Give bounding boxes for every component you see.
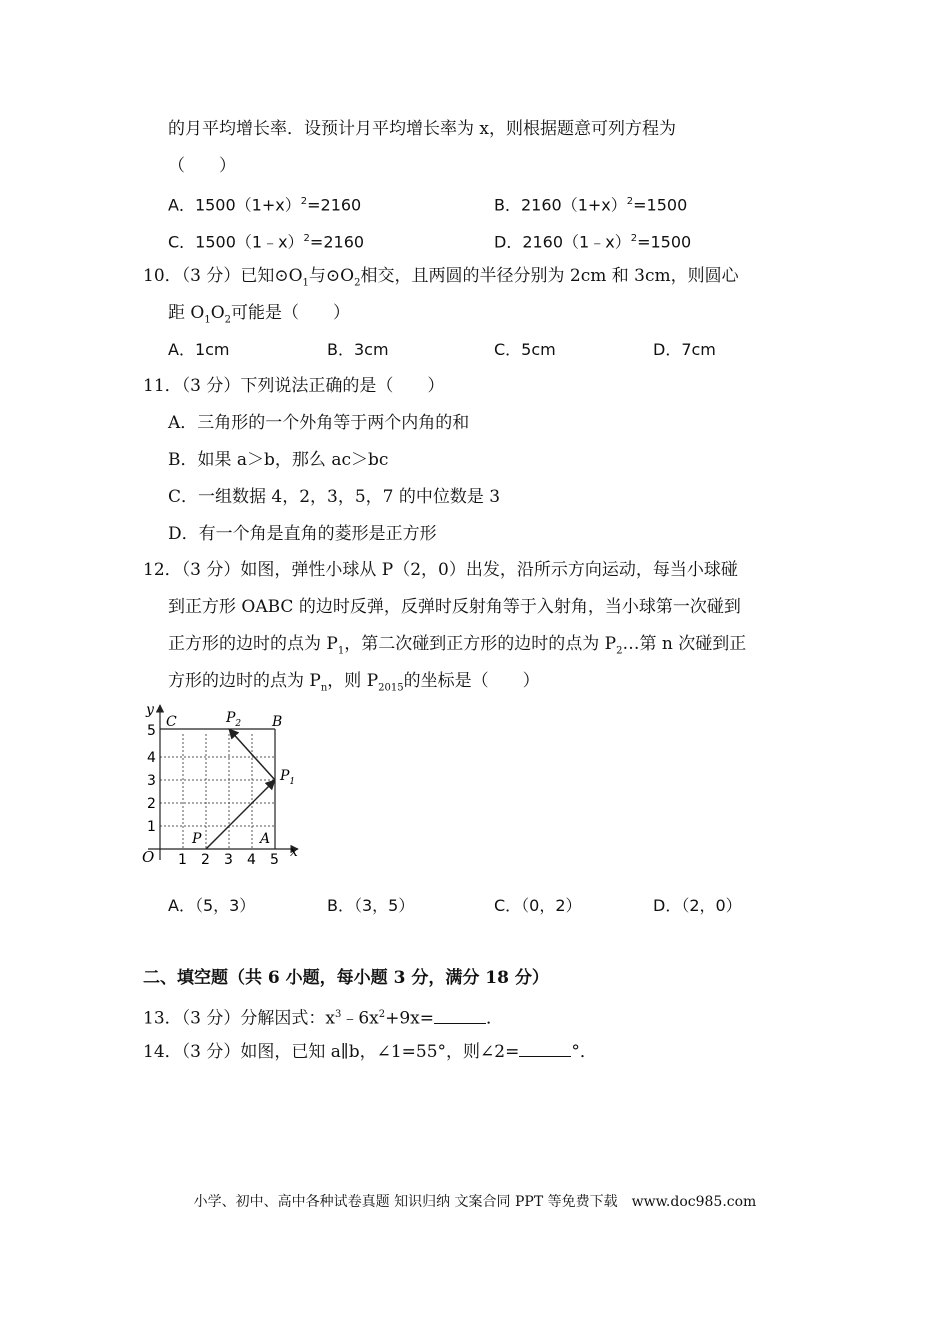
q12-option-d: D．（2，0） [653, 896, 742, 915]
origin-label: O [142, 848, 155, 865]
q9-option-c: C．1500（1﹣x）$^2$=2160 [168, 232, 365, 252]
x-tick-3: 3 [224, 852, 233, 865]
q11-option-b: B．如果 a＞b，那么 ac＞bc [168, 450, 389, 470]
point-p-label: P [192, 831, 202, 847]
point-c-label: C [166, 714, 177, 730]
q11-option-a: A．三角形的一个外角等于两个内角的和 [168, 413, 470, 433]
q14-stem: 14．（3 分）如图，已知 a∥b，∠1=55°，则∠2= °． [143, 1042, 597, 1062]
q10-option-a: A．1cm [168, 340, 230, 359]
q12-stem-line4: 方形的边时的点为 $P_n$，则 $P_{2015}$的坐标是（ ） [168, 671, 540, 694]
y-tick-2: 2 [147, 796, 156, 812]
q10-stem-line1: 10．（3 分）已知$⊙O_1$与$⊙O_2$相交，且两圆的半径分别为 2cm 和 3cm，则圆心 [143, 266, 739, 289]
q9-stem-line: 的月平均增长率．设预计月平均增长率为 x，则根据题意可列方程为 [168, 119, 676, 139]
q11-stem: 11．（3 分）下列说法正确的是（ ） [143, 376, 445, 396]
point-p1-label: $P_1$ [280, 768, 296, 787]
point-b-label: B [272, 714, 283, 730]
x-axis-label: x [290, 844, 298, 860]
y-tick-3: 3 [147, 773, 156, 789]
x-tick-1: 1 [178, 852, 187, 865]
q12-option-a: A．（5，3） [168, 896, 256, 915]
q10-option-c: C．5cm [494, 340, 556, 359]
q9-option-b: B．$2160(1+x)^2=1500$ [494, 195, 688, 215]
section-heading: 二、填空题（共 6 小题，每小题 3 分，满分 18 分） [143, 968, 549, 988]
x-tick-5: 5 [270, 852, 279, 865]
x-tick-2: 2 [201, 852, 210, 865]
point-a-label: A [260, 831, 271, 847]
y-tick-5: 5 [147, 723, 156, 739]
q13-stem: 13．（3 分）分解因式：$x^3﹣6x^2+9x=$ ． [143, 1008, 504, 1029]
q12-option-b: B．（3，5） [327, 896, 415, 915]
q12-stem-line2: 到正方形 OABC 的边时反弹，反弹时反射角等于入射角，当小球第一次碰到 [168, 597, 741, 617]
q10-stem-line2: 距 $O_1O_2$可能是（ ） [168, 303, 351, 326]
q9-option-a: A．$1500(1+x)^2=2160$ [168, 195, 362, 215]
q12-figure [140, 700, 310, 865]
path-p1-to-p2 [229, 729, 275, 780]
answer-blank[interactable] [434, 1007, 486, 1024]
point-p2-label: $P_2$ [226, 710, 242, 729]
q12-stem-line1: 12．（3 分）如图，弹性小球从 P（2，0）出发，沿所示方向运动，每当小球碰 [143, 560, 738, 580]
q9-option-d: D．2160（1﹣x）$^2$=1500 [494, 232, 692, 252]
q10-option-d: D．7cm [653, 340, 716, 359]
answer-blank[interactable] [519, 1040, 571, 1057]
grid [160, 734, 275, 849]
q11-option-d: D．有一个角是直角的菱形是正方形 [168, 524, 437, 544]
page-footer: 小学、初中、高中各种试卷真题 知识归纳 文案合同 PPT 等免费下载 www.doc985.com [193, 1194, 757, 1210]
y-tick-4: 4 [147, 750, 156, 766]
q12-stem-line3: 正方形的边时的点为 $P_1$，第二次碰到正方形的边时的点为 $P_2\dots$第 n 次碰到正 [168, 634, 747, 657]
q12-option-c: C．（0，2） [494, 896, 582, 915]
q9-answer-paren: （ ） [168, 156, 236, 176]
y-axis-label: y [146, 702, 154, 718]
y-tick-1: 1 [147, 819, 156, 835]
q10-option-b: B．3cm [327, 340, 389, 359]
x-tick-4: 4 [247, 852, 256, 865]
q11-option-c: C．一组数据 4，2，3，5，7 的中位数是 3 [168, 487, 501, 507]
